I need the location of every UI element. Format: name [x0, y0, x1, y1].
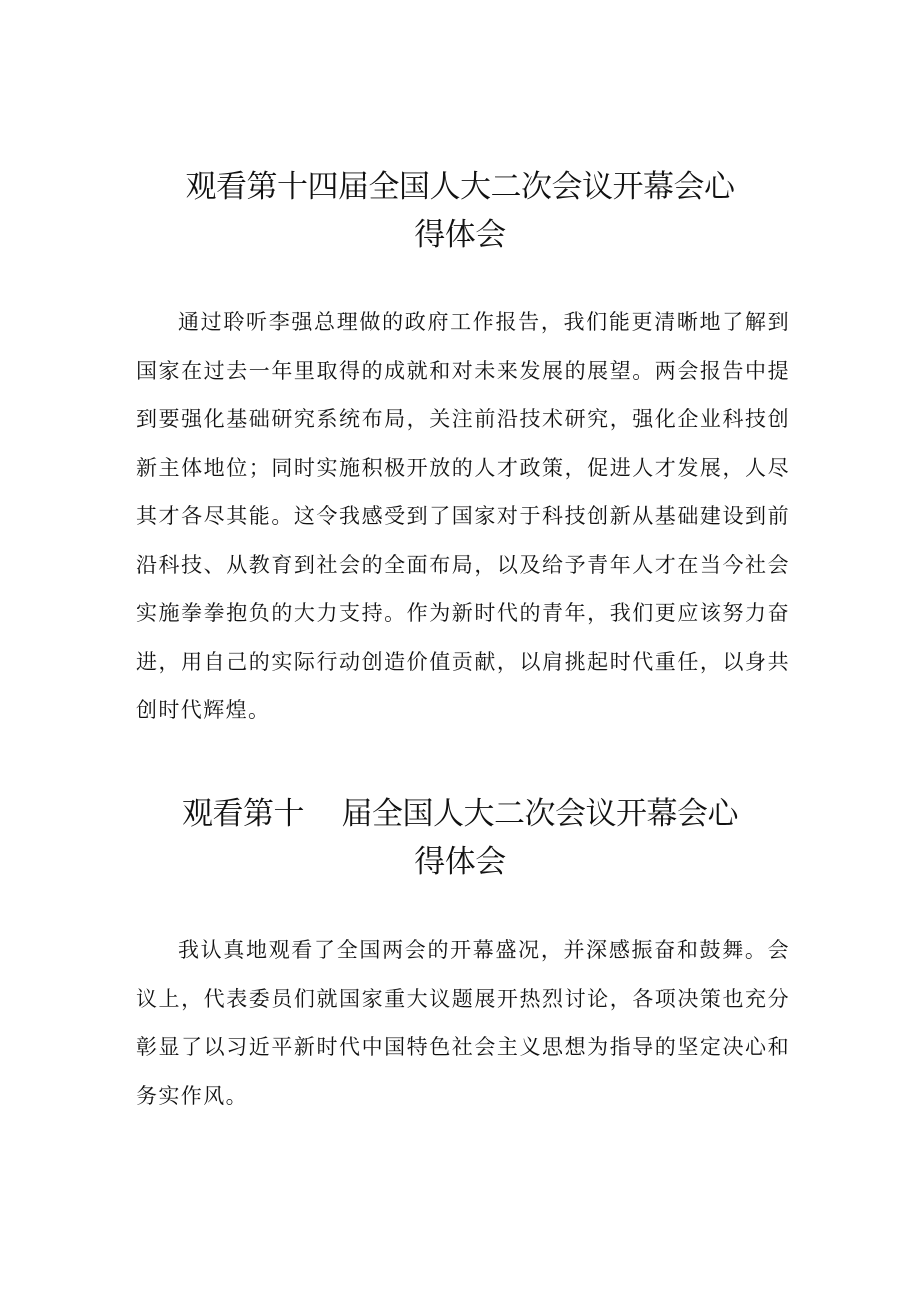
section-1-title-line-1: 观看第十四届全国人大二次会议开幕会心	[185, 169, 735, 205]
section-2-title	[100, 790, 820, 886]
section-2-title-line-2: 得体会	[414, 844, 506, 880]
section-1-title-line-2: 得体会	[414, 217, 506, 253]
section-2-paragraph: 我认真地观看了全国两会的开幕盛况，并深感振奋和鼓舞。会议上，代表委员们就国家重大议题展开热烈讨论，各项决策也充分彰显了以习近平新时代中国特色社会主义思想为指导的坚定决心和务实作风。	[136, 938, 790, 1108]
section-1-paragraph: 通过聆听李强总理做的政府工作报告，我们能更清晰地了解到国家在过去一年里取得的成就和对未来发展的展望。两会报告中提到要强化基础研究系统布局，关注前沿技术研究，强化企业科技创新主体地位；同时实施积极开放的人才政策，促进人才发展，人尽其才各尽其能。这令我感受到了国家对于科技创新从基础建设到前沿科技、从教育到社会的全面布局，以及给予青年人才在当今社会实施拳拳抱负的大力支持。作为新时代的青年，我们更应该努力奋进，用自己的实际行动创造价值贡献，以肩挑起时代重任，以身共创时代辉煌。	[136, 310, 790, 722]
section-2-title-line-1: 观看第十 届全国人大二次会议开幕会心	[182, 796, 738, 832]
section-1-title	[100, 163, 820, 259]
